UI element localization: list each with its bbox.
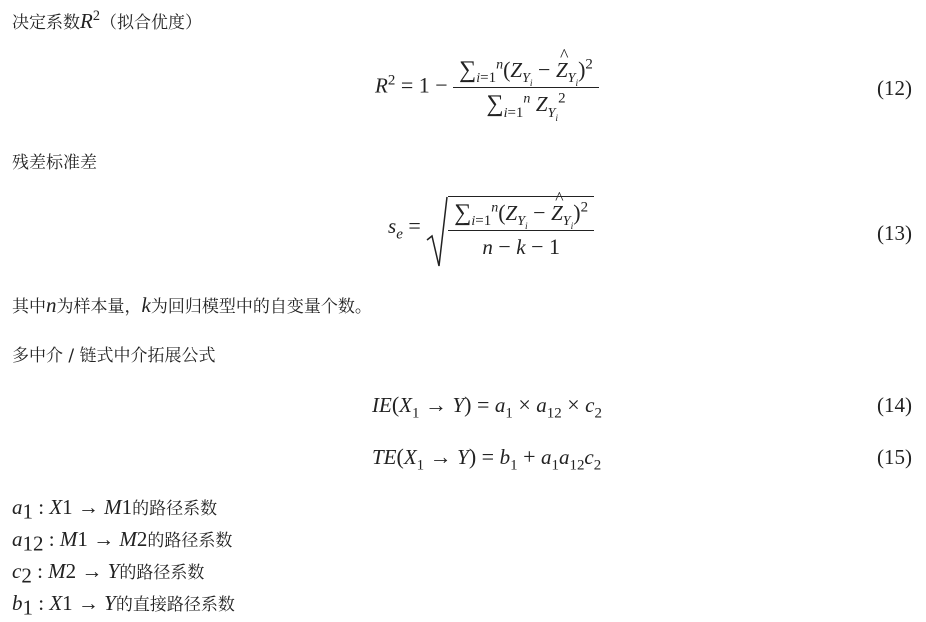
equation-13 [0, 192, 926, 270]
r2-heading [12, 8, 202, 34]
r2-symbol: $R^2$ [80, 8, 100, 33]
definition-b1-text: 的直接路径系数 [115, 595, 235, 615]
definition-c2: $c_2$ : M2 → Y的路径系数 [12, 559, 205, 588]
equation-13-fraction: $\frac{\sum_{i=1}^n(Z_{Y_i} - \^{} Z_{Y_i})^2}{n - k - 1}$ [448, 200, 594, 260]
equation-12-fraction: $\frac{\sum_{i=1}^n(Z_{Y_i} - \^{} Z_{Y_i})^2}{\sum_{i=1}^n Z_{Y_i}^2}$ [453, 57, 599, 118]
var-n: n [46, 293, 57, 317]
residual-heading: 残差标准差 [12, 153, 97, 173]
note-text-1: 其中 [12, 297, 46, 317]
equation-12-number: (12) [877, 76, 912, 100]
equation-14-body: $IE(X_1 \to Y) = a_1 \times a_{12} \times c_2$ [372, 392, 602, 422]
equation-13-number: (13) [877, 221, 912, 245]
equation-13-body: $s_e$ = $\frac{\sum_{i=1}^n(Z_{Y_i} - \^{} Z_{Y_i})^2}{n - k - 1}$ [388, 196, 594, 260]
equation-15-number: (15) [877, 445, 912, 469]
definition-a1-text: 的路径系数 [132, 499, 218, 519]
definition-b1: $b_1$ : X1 → Y的直接路径系数 [12, 591, 235, 620]
note-text-2: 为样本量， [56, 297, 142, 317]
radical-sign-icon [426, 196, 448, 268]
var-k: k [141, 293, 151, 317]
definition-a12: $a_{12}$ : M1 → M2的路径系数 [12, 527, 233, 556]
definition-a1: $a_1$ : X1 → M1的路径系数 [12, 495, 218, 524]
r2-heading-text: 决定系数 [12, 13, 80, 33]
equation-12-body: $R^2 = 1$ − $\frac{\sum_{i=1}^n(Z_{Y_i} - \^{} Z_{Y_i})^2}{\sum_{i=1}^n Z_{Y_i}^2}$ [375, 57, 599, 118]
r2-heading-paren: （拟合优度） [99, 13, 202, 33]
variables-note [12, 292, 372, 318]
equation-14-number: (14) [877, 393, 912, 417]
equation-15 [0, 444, 926, 474]
square-root [426, 196, 594, 260]
equation-14 [0, 392, 926, 422]
definition-c2-text: 的路径系数 [119, 563, 205, 583]
equation-12 [0, 55, 926, 125]
mediation-heading: 多中介 / 链式中介拓展公式 [12, 346, 216, 366]
equation-15-body: $TE(X_1 \to Y) = b_1 + a_1a_{12}c_2$ [372, 444, 602, 474]
note-text-3: 为回归模型中的自变量个数。 [150, 297, 372, 317]
definition-a12-text: 的路径系数 [147, 531, 233, 551]
